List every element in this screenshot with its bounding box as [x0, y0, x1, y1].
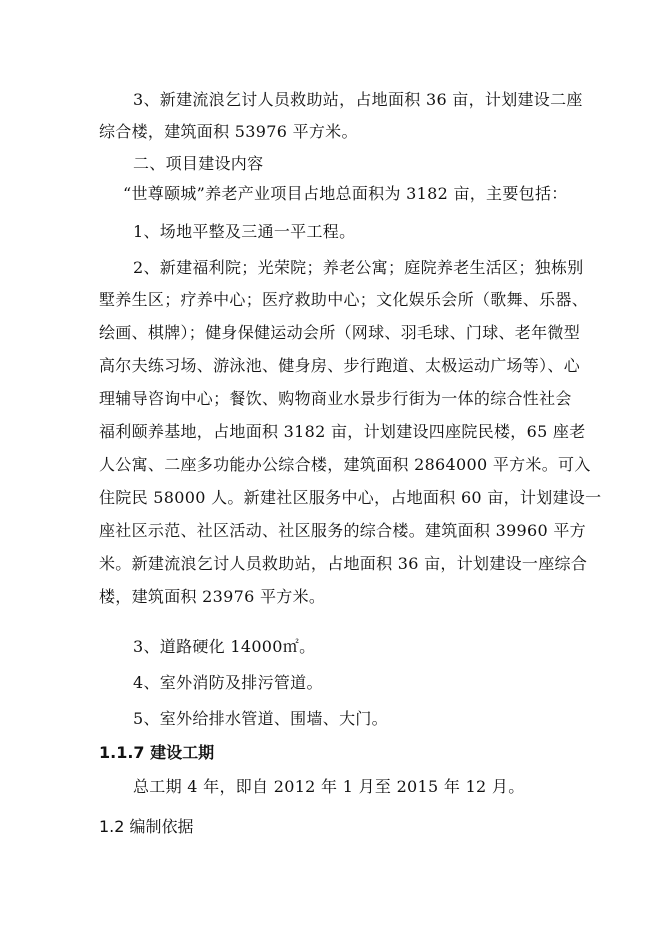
list-item: 5、室外给排水管道、围墙、大门。 — [133, 709, 388, 728]
list-item-line: 2、新建福利院；光荣院；养老公寓；庭院养老生活区；独栋别 — [133, 258, 584, 277]
list-item-line: 住院民 58000 人。新建社区服务中心，占地面积 60 亩，计划建设一 — [99, 488, 602, 507]
paragraph-line: 综合楼，建筑面积 53976 平方米。 — [99, 122, 358, 141]
list-item-line: 楼，建筑面积 23976 平方米。 — [99, 587, 326, 606]
paragraph-line: 总工期 4 年，即自 2012 年 1 月至 2015 年 12 月。 — [133, 777, 525, 796]
paragraph-line: 3、新建流浪乞讨人员救助站，占地面积 36 亩，计划建设二座 — [133, 90, 583, 109]
list-item-line: 高尔夫练习场、游泳池、健身房、步行跑道、太极运动广场等）、心 — [99, 356, 581, 375]
section-title: 二、项目建设内容 — [133, 154, 264, 173]
heading-compilation-basis: 1.2 编制依据 — [99, 817, 194, 836]
heading-construction-period: 1.1.7 建设工期 — [99, 743, 215, 762]
list-item-line: 墅养生区；疗养中心；医疗救助中心；文化娱乐会所（歌舞、乐器、 — [99, 290, 589, 309]
list-item: 4、室外消防及排污管道。 — [133, 673, 323, 692]
paragraph-line: “世尊颐城”养老产业项目占地总面积为 3182 亩，主要包括： — [123, 184, 568, 203]
list-item: 3、道路硬化 14000㎡。 — [133, 637, 316, 656]
list-item: 1、场地平整及三通一平工程。 — [133, 222, 356, 241]
list-item-line: 米。新建流浪乞讨人员救助站，占地面积 36 亩，计划建设一座综合 — [99, 554, 588, 573]
list-item-line: 座社区示范、社区活动、社区服务的综合楼。建筑面积 39960 平方 — [99, 521, 586, 540]
list-item-line: 福利颐养基地，占地面积 3182 亩，计划建设四座院民楼，65 座老 — [99, 422, 586, 441]
list-item-line: 理辅导咨询中心；餐饮、购物商业水景步行街为一体的综合性社会 — [99, 389, 572, 408]
list-item-line: 绘画、棋牌）；健身保健运动会所（网球、羽毛球、门球、老年微型 — [99, 323, 581, 342]
list-item-line: 人公寓、二座多功能办公综合楼，建筑面积 2864000 平方米。可入 — [99, 455, 591, 474]
